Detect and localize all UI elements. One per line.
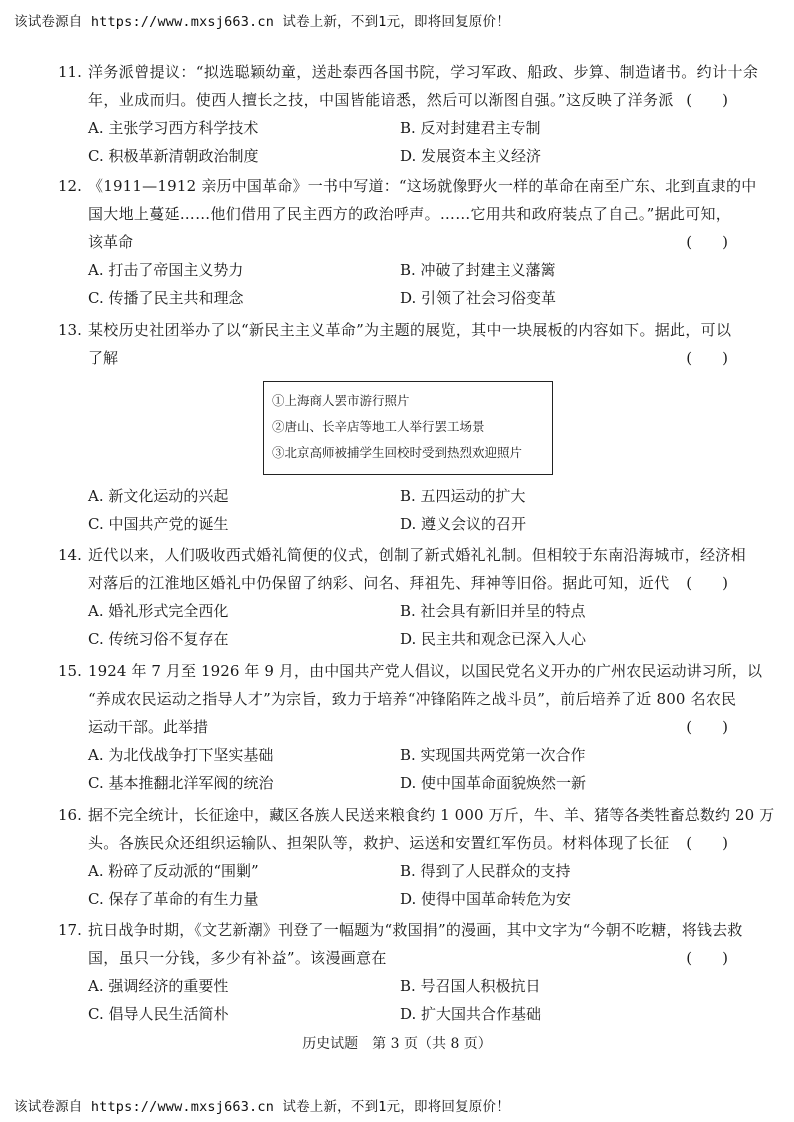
option-a: A. 主张学习西方科学技术 bbox=[88, 119, 259, 137]
question-stem-line bbox=[58, 172, 757, 200]
question-number: 11. bbox=[58, 63, 82, 81]
option-b: B. 冲破了封建主义藩篱 bbox=[400, 261, 556, 279]
option-c: C. 积极革新清朝政治制度 bbox=[88, 147, 259, 165]
bottom-source-banner: 该试卷源自 https://www.mxsj663.cn 试卷上新，不到1元，即将回复原价！ bbox=[14, 1099, 510, 1115]
stem-text: 对落后的江淮地区婚礼中仍保留了纳彩、问名、拜祖先、拜神等旧俗。据此可知，近代 bbox=[88, 574, 670, 592]
question-stem-line bbox=[88, 829, 736, 857]
option-d: D. 引领了社会习俗变革 bbox=[400, 289, 557, 307]
option-a: A. 为北伐战争打下坚实基础 bbox=[88, 746, 274, 764]
stem-text: 该革命 bbox=[88, 233, 134, 251]
exhibit-item: ①上海商人罢市游行照片 bbox=[272, 393, 410, 408]
stem-text: 头。各族民众还组织运输队、担架队等，救护、运送和安置红军伤员。材料体现了长征 bbox=[88, 834, 670, 852]
stem-text: 某校历史社团举办了以“新民主主义革命”为主题的展览，其中一块展板的内容如下。据此，可以 bbox=[88, 321, 732, 339]
question-12 bbox=[58, 172, 757, 312]
question-number: 14. bbox=[58, 546, 82, 564]
stem-text: 据不完全统计，长征途中，藏区各族人民送来粮食约 1 000 万斤，牛、羊、猪等各类牲畜总数约 20 万 bbox=[88, 806, 775, 824]
question-11 bbox=[58, 58, 759, 170]
question-stem-line bbox=[88, 569, 736, 597]
question-stem-line bbox=[58, 657, 763, 685]
option-c: C. 传播了民主共和理念 bbox=[88, 289, 244, 307]
options-row bbox=[88, 256, 736, 284]
option-c: C. 保存了革命的有生力量 bbox=[88, 890, 259, 908]
page-footer: 历史试题 第 3 页（共 8 页） bbox=[302, 1036, 492, 1052]
question-stem-line bbox=[58, 916, 743, 944]
answer-bracket: ( ) bbox=[686, 233, 728, 251]
options-row bbox=[88, 857, 736, 885]
option-b: B. 五四运动的扩大 bbox=[400, 487, 526, 505]
answer-bracket: ( ) bbox=[686, 718, 728, 736]
question-stem-line bbox=[88, 944, 736, 972]
question-stem-line bbox=[58, 541, 746, 569]
answer-bracket: ( ) bbox=[686, 949, 728, 967]
question-stem-line bbox=[58, 58, 759, 86]
options-row bbox=[88, 741, 736, 769]
options-row bbox=[88, 769, 736, 797]
option-a: A. 粉碎了反动派的“围剿” bbox=[88, 862, 259, 880]
stem-text: “养成农民运动之指导人才”为宗旨，致力于培养“冲锋陷阵之战斗员”，前后培养了近 800 名农民 bbox=[88, 690, 737, 708]
option-c: C. 基本推翻北洋军阀的统治 bbox=[88, 774, 274, 792]
question-17 bbox=[58, 916, 743, 1028]
question-number: 12. bbox=[58, 177, 82, 195]
option-c: C. 倡导人民生活简朴 bbox=[88, 1005, 229, 1023]
options-row bbox=[88, 114, 736, 142]
stem-text: 国，虽只一分钱，多少有补益”。该漫画意在 bbox=[88, 949, 387, 967]
option-c: C. 中国共产党的诞生 bbox=[88, 515, 229, 533]
question-stem-line bbox=[58, 316, 736, 344]
option-b: B. 号召国人积极抗日 bbox=[400, 977, 541, 995]
stem-text: 近代以来，人们吸收西式婚礼简便的仪式，创制了新式婚礼礼制。但相较于东南沿海城市，经济相 bbox=[88, 546, 746, 564]
options-row bbox=[88, 885, 736, 913]
question-number: 13. bbox=[58, 321, 82, 339]
answer-bracket: ( ) bbox=[686, 574, 728, 592]
question-number: 17. bbox=[58, 921, 82, 939]
option-b: B. 社会具有新旧并呈的特点 bbox=[400, 602, 586, 620]
option-d: D. 遵义会议的召开 bbox=[400, 515, 527, 533]
options-row bbox=[88, 482, 736, 510]
question-stem-line bbox=[88, 344, 736, 372]
options-row bbox=[88, 972, 736, 1000]
option-a: A. 婚礼形式完全西化 bbox=[88, 602, 229, 620]
question-13-options bbox=[88, 482, 736, 538]
exhibit-item: ②唐山、长辛店等地工人举行罢工场景 bbox=[272, 419, 485, 434]
option-b: B. 反对封建君主专制 bbox=[400, 119, 541, 137]
stem-text: 运动干部。此举措 bbox=[88, 718, 209, 736]
option-b: B. 得到了人民群众的支持 bbox=[400, 862, 571, 880]
stem-text: 了解 bbox=[88, 349, 119, 367]
option-d: D. 使得中国革命转危为安 bbox=[400, 890, 572, 908]
stem-text: 国大地上蔓延……他们借用了民主西方的政治呼声。……它用共和政府装点了自己。”据此可知， bbox=[88, 205, 732, 223]
question-stem-line bbox=[88, 228, 736, 256]
stem-text: 年，业成而归。使西人擅长之技，中国皆能谙悉，然后可以渐图自强。”这反映了洋务派 bbox=[88, 91, 674, 109]
exhibit-item: ③北京高师被捕学生回校时受到热烈欢迎照片 bbox=[272, 445, 523, 460]
question-number: 16. bbox=[58, 806, 82, 824]
option-b: B. 实现国共两党第一次合作 bbox=[400, 746, 586, 764]
question-13 bbox=[58, 316, 736, 372]
question-14 bbox=[58, 541, 746, 653]
option-d: D. 扩大国共合作基础 bbox=[400, 1005, 542, 1023]
options-row bbox=[88, 510, 736, 538]
question-stem-line bbox=[88, 86, 736, 114]
answer-bracket: ( ) bbox=[686, 91, 728, 109]
question-stem-line bbox=[88, 685, 736, 713]
stem-text: 洋务派曾提议：“拟选聪颖幼童，送赴泰西各国书院，学习军政、船政、步算、制造诸书。约计十余 bbox=[88, 63, 759, 81]
options-row bbox=[88, 1000, 736, 1028]
option-a: A. 打击了帝国主义势力 bbox=[88, 261, 244, 279]
options-row bbox=[88, 597, 736, 625]
option-d: D. 发展资本主义经济 bbox=[400, 147, 542, 165]
option-a: A. 强调经济的重要性 bbox=[88, 977, 229, 995]
options-row bbox=[88, 142, 736, 170]
option-d: D. 使中国革命面貌焕然一新 bbox=[400, 774, 587, 792]
options-row bbox=[88, 284, 736, 312]
question-number: 15. bbox=[58, 662, 82, 680]
exhibit-board-box bbox=[263, 381, 553, 475]
answer-bracket: ( ) bbox=[686, 349, 728, 367]
option-d: D. 民主共和观念已深入人心 bbox=[400, 630, 587, 648]
question-stem-line bbox=[58, 801, 775, 829]
stem-text: 《1911—1912 亲历中国革命》一书中写道：“这场就像野火一样的革命在南至广东、北到直隶的中 bbox=[88, 177, 757, 195]
stem-text: 1924 年 7 月至 1926 年 9 月，由中国共产党人倡议，以国民党名义开办的广州农民运动讲习所，以 bbox=[88, 662, 763, 680]
question-stem-line bbox=[88, 200, 736, 228]
answer-bracket: ( ) bbox=[686, 834, 728, 852]
option-a: A. 新文化运动的兴起 bbox=[88, 487, 229, 505]
stem-text: 抗日战争时期，《文艺新潮》刊登了一幅题为“救国捐”的漫画，其中文字为“今朝不吃糖，将钱去救 bbox=[88, 921, 743, 939]
top-source-banner: 该试卷源自 https://www.mxsj663.cn 试卷上新，不到1元，即将回复原价！ bbox=[14, 14, 510, 30]
options-row bbox=[88, 625, 736, 653]
question-16 bbox=[58, 801, 775, 913]
question-stem-line bbox=[88, 713, 736, 741]
option-c: C. 传统习俗不复存在 bbox=[88, 630, 229, 648]
question-15 bbox=[58, 657, 763, 797]
